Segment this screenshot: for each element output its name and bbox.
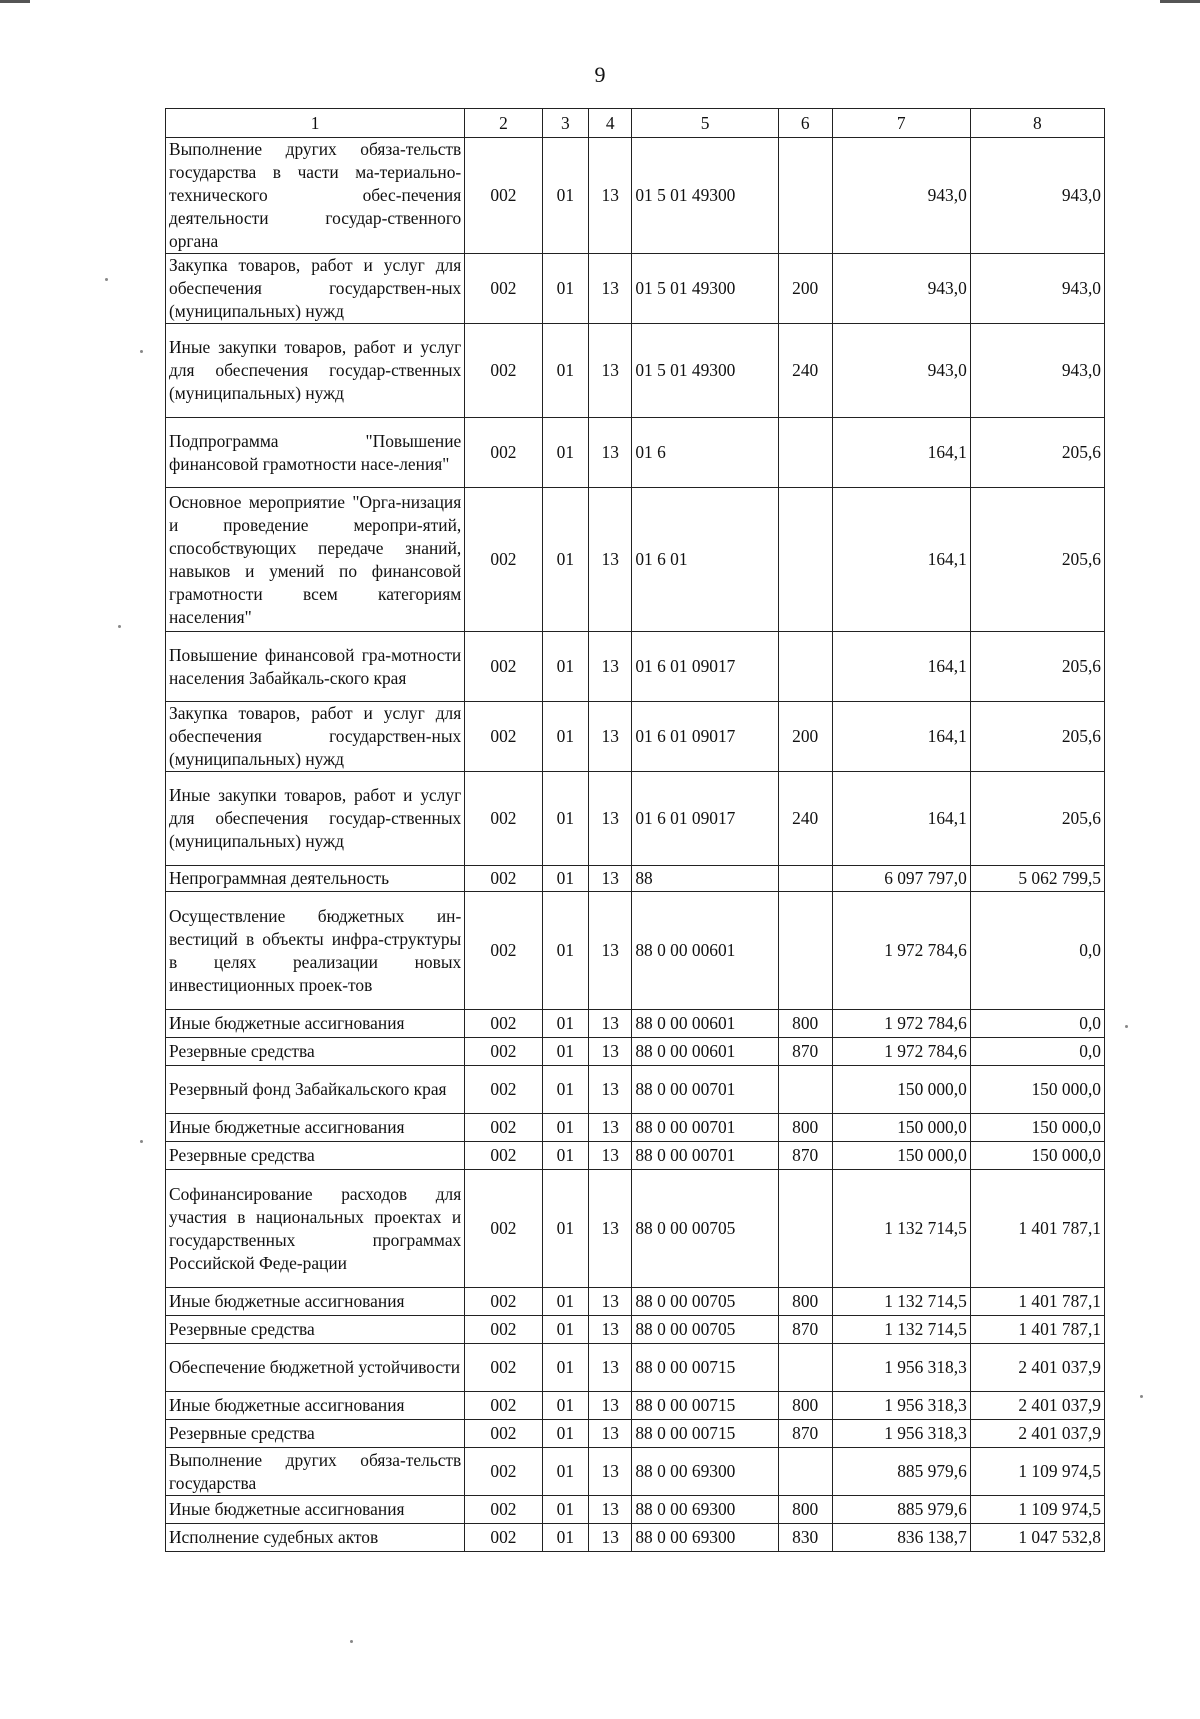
amount-cell: 943,0	[832, 254, 970, 324]
target-article-cell: 01 6	[632, 418, 779, 488]
target-article-cell: 01 6 01 09017	[632, 772, 779, 866]
amount-cell: 5 062 799,5	[970, 866, 1104, 892]
amount-cell: 1 132 714,5	[832, 1288, 970, 1316]
expense-type-cell: 240	[778, 772, 832, 866]
target-article-cell: 88 0 00 69300	[632, 1524, 779, 1552]
expense-type-cell	[778, 892, 832, 1010]
expense-type-cell: 240	[778, 324, 832, 418]
code-cell: 002	[465, 1496, 542, 1524]
expense-type-cell: 870	[778, 1038, 832, 1066]
target-article-cell: 88 0 00 00705	[632, 1288, 779, 1316]
amount-cell: 0,0	[970, 1010, 1104, 1038]
column-header: 4	[589, 109, 632, 138]
subsection-cell: 13	[589, 1316, 632, 1344]
amount-cell: 1 956 318,3	[832, 1392, 970, 1420]
section-cell: 01	[542, 1392, 588, 1420]
scan-speck	[105, 278, 108, 281]
target-article-cell: 88 0 00 00705	[632, 1316, 779, 1344]
amount-cell: 1 401 787,1	[970, 1316, 1104, 1344]
subsection-cell: 13	[589, 254, 632, 324]
target-article-cell: 88 0 00 00701	[632, 1142, 779, 1170]
subsection-cell: 13	[589, 1010, 632, 1038]
row-name-cell: Иные бюджетные ассигнования	[166, 1010, 465, 1038]
amount-cell: 1 401 787,1	[970, 1170, 1104, 1288]
amount-cell: 885 979,6	[832, 1448, 970, 1496]
amount-cell: 943,0	[832, 138, 970, 254]
expense-type-cell	[778, 1066, 832, 1114]
row-name-cell: Иные закупки товаров, работ и услуг для обеспечения государ-ственных (муниципальных) нужд	[166, 324, 465, 418]
code-cell: 002	[465, 1448, 542, 1496]
table-row	[166, 1524, 1105, 1552]
scan-speck	[140, 350, 143, 353]
code-cell: 002	[465, 892, 542, 1010]
row-name-cell: Иные бюджетные ассигнования	[166, 1496, 465, 1524]
table-row	[166, 772, 1105, 866]
expense-type-cell: 800	[778, 1392, 832, 1420]
table-row	[166, 1420, 1105, 1448]
amount-cell: 164,1	[832, 488, 970, 632]
expense-type-cell	[778, 418, 832, 488]
page-number: 9	[594, 62, 606, 87]
code-cell: 002	[465, 138, 542, 254]
column-header: 7	[832, 109, 970, 138]
table-row	[166, 866, 1105, 892]
row-name-cell: Непрограммная деятельность	[166, 866, 465, 892]
table-row	[166, 892, 1105, 1010]
expense-type-cell: 200	[778, 702, 832, 772]
expense-type-cell: 830	[778, 1524, 832, 1552]
code-cell: 002	[465, 866, 542, 892]
scan-speck	[1140, 1395, 1143, 1398]
subsection-cell: 13	[589, 1448, 632, 1496]
amount-cell: 150 000,0	[832, 1114, 970, 1142]
table-body	[166, 138, 1105, 1552]
row-name-cell: Обеспечение бюджетной устойчивости	[166, 1344, 465, 1392]
amount-cell: 205,6	[970, 632, 1104, 702]
target-article-cell: 01 5 01 49300	[632, 324, 779, 418]
subsection-cell: 13	[589, 1114, 632, 1142]
subsection-cell: 13	[589, 772, 632, 866]
target-article-cell: 88 0 00 69300	[632, 1448, 779, 1496]
section-cell: 01	[542, 1496, 588, 1524]
table-row	[166, 1114, 1105, 1142]
amount-cell: 885 979,6	[832, 1496, 970, 1524]
target-article-cell: 01 6 01	[632, 488, 779, 632]
column-header: 1	[166, 109, 465, 138]
table-row	[166, 1496, 1105, 1524]
subsection-cell: 13	[589, 138, 632, 254]
code-cell: 002	[465, 418, 542, 488]
column-header: 6	[778, 109, 832, 138]
target-article-cell: 88 0 00 69300	[632, 1496, 779, 1524]
amount-cell: 164,1	[832, 772, 970, 866]
amount-cell: 164,1	[832, 418, 970, 488]
amount-cell: 1 047 532,8	[970, 1524, 1104, 1552]
scan-speck	[140, 1140, 143, 1143]
table-row	[166, 254, 1105, 324]
expense-type-cell	[778, 866, 832, 892]
section-cell: 01	[542, 418, 588, 488]
amount-cell: 943,0	[970, 138, 1104, 254]
target-article-cell: 88 0 00 00601	[632, 892, 779, 1010]
expense-type-cell	[778, 138, 832, 254]
subsection-cell: 13	[589, 488, 632, 632]
expense-type-cell	[778, 1344, 832, 1392]
scan-edge-mark	[1160, 0, 1200, 3]
subsection-cell: 13	[589, 418, 632, 488]
amount-cell: 1 972 784,6	[832, 1010, 970, 1038]
table-row	[166, 702, 1105, 772]
table-row	[166, 1448, 1105, 1496]
amount-cell: 150 000,0	[970, 1066, 1104, 1114]
expense-type-cell	[778, 1170, 832, 1288]
row-name-cell: Закупка товаров, работ и услуг для обеспечения государствен-ных (муниципальных) нужд	[166, 254, 465, 324]
table-row	[166, 1142, 1105, 1170]
expense-type-cell: 800	[778, 1496, 832, 1524]
subsection-cell: 13	[589, 1142, 632, 1170]
target-article-cell: 88 0 00 00705	[632, 1170, 779, 1288]
column-header: 8	[970, 109, 1104, 138]
amount-cell: 1 956 318,3	[832, 1420, 970, 1448]
scan-edge-mark	[0, 0, 30, 3]
expense-type-cell: 870	[778, 1142, 832, 1170]
row-name-cell: Выполнение других обяза-тельств государства в части ма-териально-технического обес-печения деятельности государ-ственного органа	[166, 138, 465, 254]
section-cell: 01	[542, 254, 588, 324]
code-cell: 002	[465, 1010, 542, 1038]
code-cell: 002	[465, 1038, 542, 1066]
target-article-cell: 01 6 01 09017	[632, 632, 779, 702]
section-cell: 01	[542, 1344, 588, 1392]
row-name-cell: Иные бюджетные ассигнования	[166, 1114, 465, 1142]
section-cell: 01	[542, 1114, 588, 1142]
subsection-cell: 13	[589, 1392, 632, 1420]
amount-cell: 6 097 797,0	[832, 866, 970, 892]
row-name-cell: Софинансирование расходов для участия в национальных проектах и государственных программах Российской Феде-рации	[166, 1170, 465, 1288]
code-cell: 002	[465, 1066, 542, 1114]
row-name-cell: Повышение финансовой гра-мотности населения Забайкаль-ского края	[166, 632, 465, 702]
row-name-cell: Выполнение других обяза-тельств государства	[166, 1448, 465, 1496]
table-row	[166, 1344, 1105, 1392]
row-name-cell: Резервный фонд Забайкальского края	[166, 1066, 465, 1114]
row-name-cell: Иные закупки товаров, работ и услуг для обеспечения государ-ственных (муниципальных) нужд	[166, 772, 465, 866]
row-name-cell: Исполнение судебных актов	[166, 1524, 465, 1552]
subsection-cell: 13	[589, 702, 632, 772]
table-row	[166, 488, 1105, 632]
target-article-cell: 88	[632, 866, 779, 892]
column-header: 2	[465, 109, 542, 138]
amount-cell: 943,0	[970, 254, 1104, 324]
amount-cell: 1 132 714,5	[832, 1316, 970, 1344]
amount-cell: 943,0	[970, 324, 1104, 418]
amount-cell: 205,6	[970, 488, 1104, 632]
amount-cell: 836 138,7	[832, 1524, 970, 1552]
code-cell: 002	[465, 254, 542, 324]
section-cell: 01	[542, 1066, 588, 1114]
section-cell: 01	[542, 1170, 588, 1288]
section-cell: 01	[542, 138, 588, 254]
target-article-cell: 88 0 00 00715	[632, 1420, 779, 1448]
table-row	[166, 418, 1105, 488]
amount-cell: 2 401 037,9	[970, 1420, 1104, 1448]
amount-cell: 0,0	[970, 1038, 1104, 1066]
section-cell: 01	[542, 1038, 588, 1066]
row-name-cell: Резервные средства	[166, 1316, 465, 1344]
expense-type-cell: 200	[778, 254, 832, 324]
expense-type-cell	[778, 1448, 832, 1496]
subsection-cell: 13	[589, 632, 632, 702]
row-name-cell: Иные бюджетные ассигнования	[166, 1392, 465, 1420]
amount-cell: 1 972 784,6	[832, 892, 970, 1010]
code-cell: 002	[465, 772, 542, 866]
section-cell: 01	[542, 1288, 588, 1316]
subsection-cell: 13	[589, 1170, 632, 1288]
scan-speck	[1125, 1025, 1128, 1028]
target-article-cell: 88 0 00 00701	[632, 1066, 779, 1114]
section-cell: 01	[542, 1316, 588, 1344]
expense-type-cell: 800	[778, 1114, 832, 1142]
section-cell: 01	[542, 892, 588, 1010]
target-article-cell: 01 5 01 49300	[632, 138, 779, 254]
code-cell: 002	[465, 1344, 542, 1392]
code-cell: 002	[465, 1392, 542, 1420]
amount-cell: 1 109 974,5	[970, 1448, 1104, 1496]
row-name-cell: Резервные средства	[166, 1142, 465, 1170]
budget-table	[165, 108, 1105, 1552]
expense-type-cell	[778, 632, 832, 702]
target-article-cell: 88 0 00 00701	[632, 1114, 779, 1142]
amount-cell: 1 956 318,3	[832, 1344, 970, 1392]
target-article-cell: 01 5 01 49300	[632, 254, 779, 324]
code-cell: 002	[465, 702, 542, 772]
subsection-cell: 13	[589, 1066, 632, 1114]
subsection-cell: 13	[589, 892, 632, 1010]
expense-type-cell: 870	[778, 1420, 832, 1448]
code-cell: 002	[465, 1142, 542, 1170]
section-cell: 01	[542, 488, 588, 632]
amount-cell: 943,0	[832, 324, 970, 418]
row-name-cell: Подпрограмма "Повышение финансовой грамотности насе-ления"	[166, 418, 465, 488]
amount-cell: 1 132 714,5	[832, 1170, 970, 1288]
row-name-cell: Иные бюджетные ассигнования	[166, 1288, 465, 1316]
header-row	[166, 109, 1105, 138]
column-header: 3	[542, 109, 588, 138]
column-header: 5	[632, 109, 779, 138]
amount-cell: 2 401 037,9	[970, 1344, 1104, 1392]
code-cell: 002	[465, 324, 542, 418]
row-name-cell: Закупка товаров, работ и услуг для обеспечения государствен-ных (муниципальных) нужд	[166, 702, 465, 772]
amount-cell: 1 109 974,5	[970, 1496, 1104, 1524]
section-cell: 01	[542, 1142, 588, 1170]
amount-cell: 150 000,0	[970, 1114, 1104, 1142]
expense-type-cell: 800	[778, 1010, 832, 1038]
section-cell: 01	[542, 772, 588, 866]
amount-cell: 205,6	[970, 772, 1104, 866]
subsection-cell: 13	[589, 1344, 632, 1392]
section-cell: 01	[542, 1420, 588, 1448]
amount-cell: 1 401 787,1	[970, 1288, 1104, 1316]
section-cell: 01	[542, 632, 588, 702]
amount-cell: 205,6	[970, 702, 1104, 772]
table-row	[166, 632, 1105, 702]
table-row	[166, 1170, 1105, 1288]
table-row	[166, 324, 1105, 418]
row-name-cell: Основное мероприятие "Орга-низация и проведение меропри-ятий, способствующих передаче знаний, навыков и умений по финансовой грамотности всем категориям населения"	[166, 488, 465, 632]
amount-cell: 205,6	[970, 418, 1104, 488]
amount-cell: 0,0	[970, 892, 1104, 1010]
amount-cell: 2 401 037,9	[970, 1392, 1104, 1420]
table-row	[166, 1316, 1105, 1344]
subsection-cell: 13	[589, 1038, 632, 1066]
amount-cell: 150 000,0	[832, 1142, 970, 1170]
section-cell: 01	[542, 702, 588, 772]
amount-cell: 164,1	[832, 632, 970, 702]
amount-cell: 1 972 784,6	[832, 1038, 970, 1066]
target-article-cell: 01 6 01 09017	[632, 702, 779, 772]
code-cell: 002	[465, 1420, 542, 1448]
subsection-cell: 13	[589, 1524, 632, 1552]
code-cell: 002	[465, 632, 542, 702]
code-cell: 002	[465, 1170, 542, 1288]
table-row	[166, 138, 1105, 254]
subsection-cell: 13	[589, 1288, 632, 1316]
amount-cell: 150 000,0	[832, 1066, 970, 1114]
scan-speck	[118, 625, 121, 628]
amount-cell: 164,1	[832, 702, 970, 772]
table-row	[166, 1392, 1105, 1420]
subsection-cell: 13	[589, 1420, 632, 1448]
expense-type-cell	[778, 488, 832, 632]
code-cell: 002	[465, 1316, 542, 1344]
table-row	[166, 1038, 1105, 1066]
subsection-cell: 13	[589, 866, 632, 892]
target-article-cell: 88 0 00 00715	[632, 1392, 779, 1420]
table-row	[166, 1010, 1105, 1038]
code-cell: 002	[465, 1114, 542, 1142]
section-cell: 01	[542, 866, 588, 892]
target-article-cell: 88 0 00 00601	[632, 1010, 779, 1038]
target-article-cell: 88 0 00 00715	[632, 1344, 779, 1392]
row-name-cell: Осуществление бюджетных ин-вестиций в объекты инфра-структуры в целях реализации новых инвестиционных проек-тов	[166, 892, 465, 1010]
section-cell: 01	[542, 1448, 588, 1496]
section-cell: 01	[542, 1524, 588, 1552]
amount-cell: 150 000,0	[970, 1142, 1104, 1170]
table-row	[166, 1066, 1105, 1114]
expense-type-cell: 800	[778, 1288, 832, 1316]
section-cell: 01	[542, 324, 588, 418]
section-cell: 01	[542, 1010, 588, 1038]
subsection-cell: 13	[589, 1496, 632, 1524]
code-cell: 002	[465, 488, 542, 632]
row-name-cell: Резервные средства	[166, 1420, 465, 1448]
row-name-cell: Резервные средства	[166, 1038, 465, 1066]
target-article-cell: 88 0 00 00601	[632, 1038, 779, 1066]
expense-type-cell: 870	[778, 1316, 832, 1344]
subsection-cell: 13	[589, 324, 632, 418]
table-row	[166, 1288, 1105, 1316]
code-cell: 002	[465, 1524, 542, 1552]
code-cell: 002	[465, 1288, 542, 1316]
scan-speck	[350, 1640, 353, 1643]
